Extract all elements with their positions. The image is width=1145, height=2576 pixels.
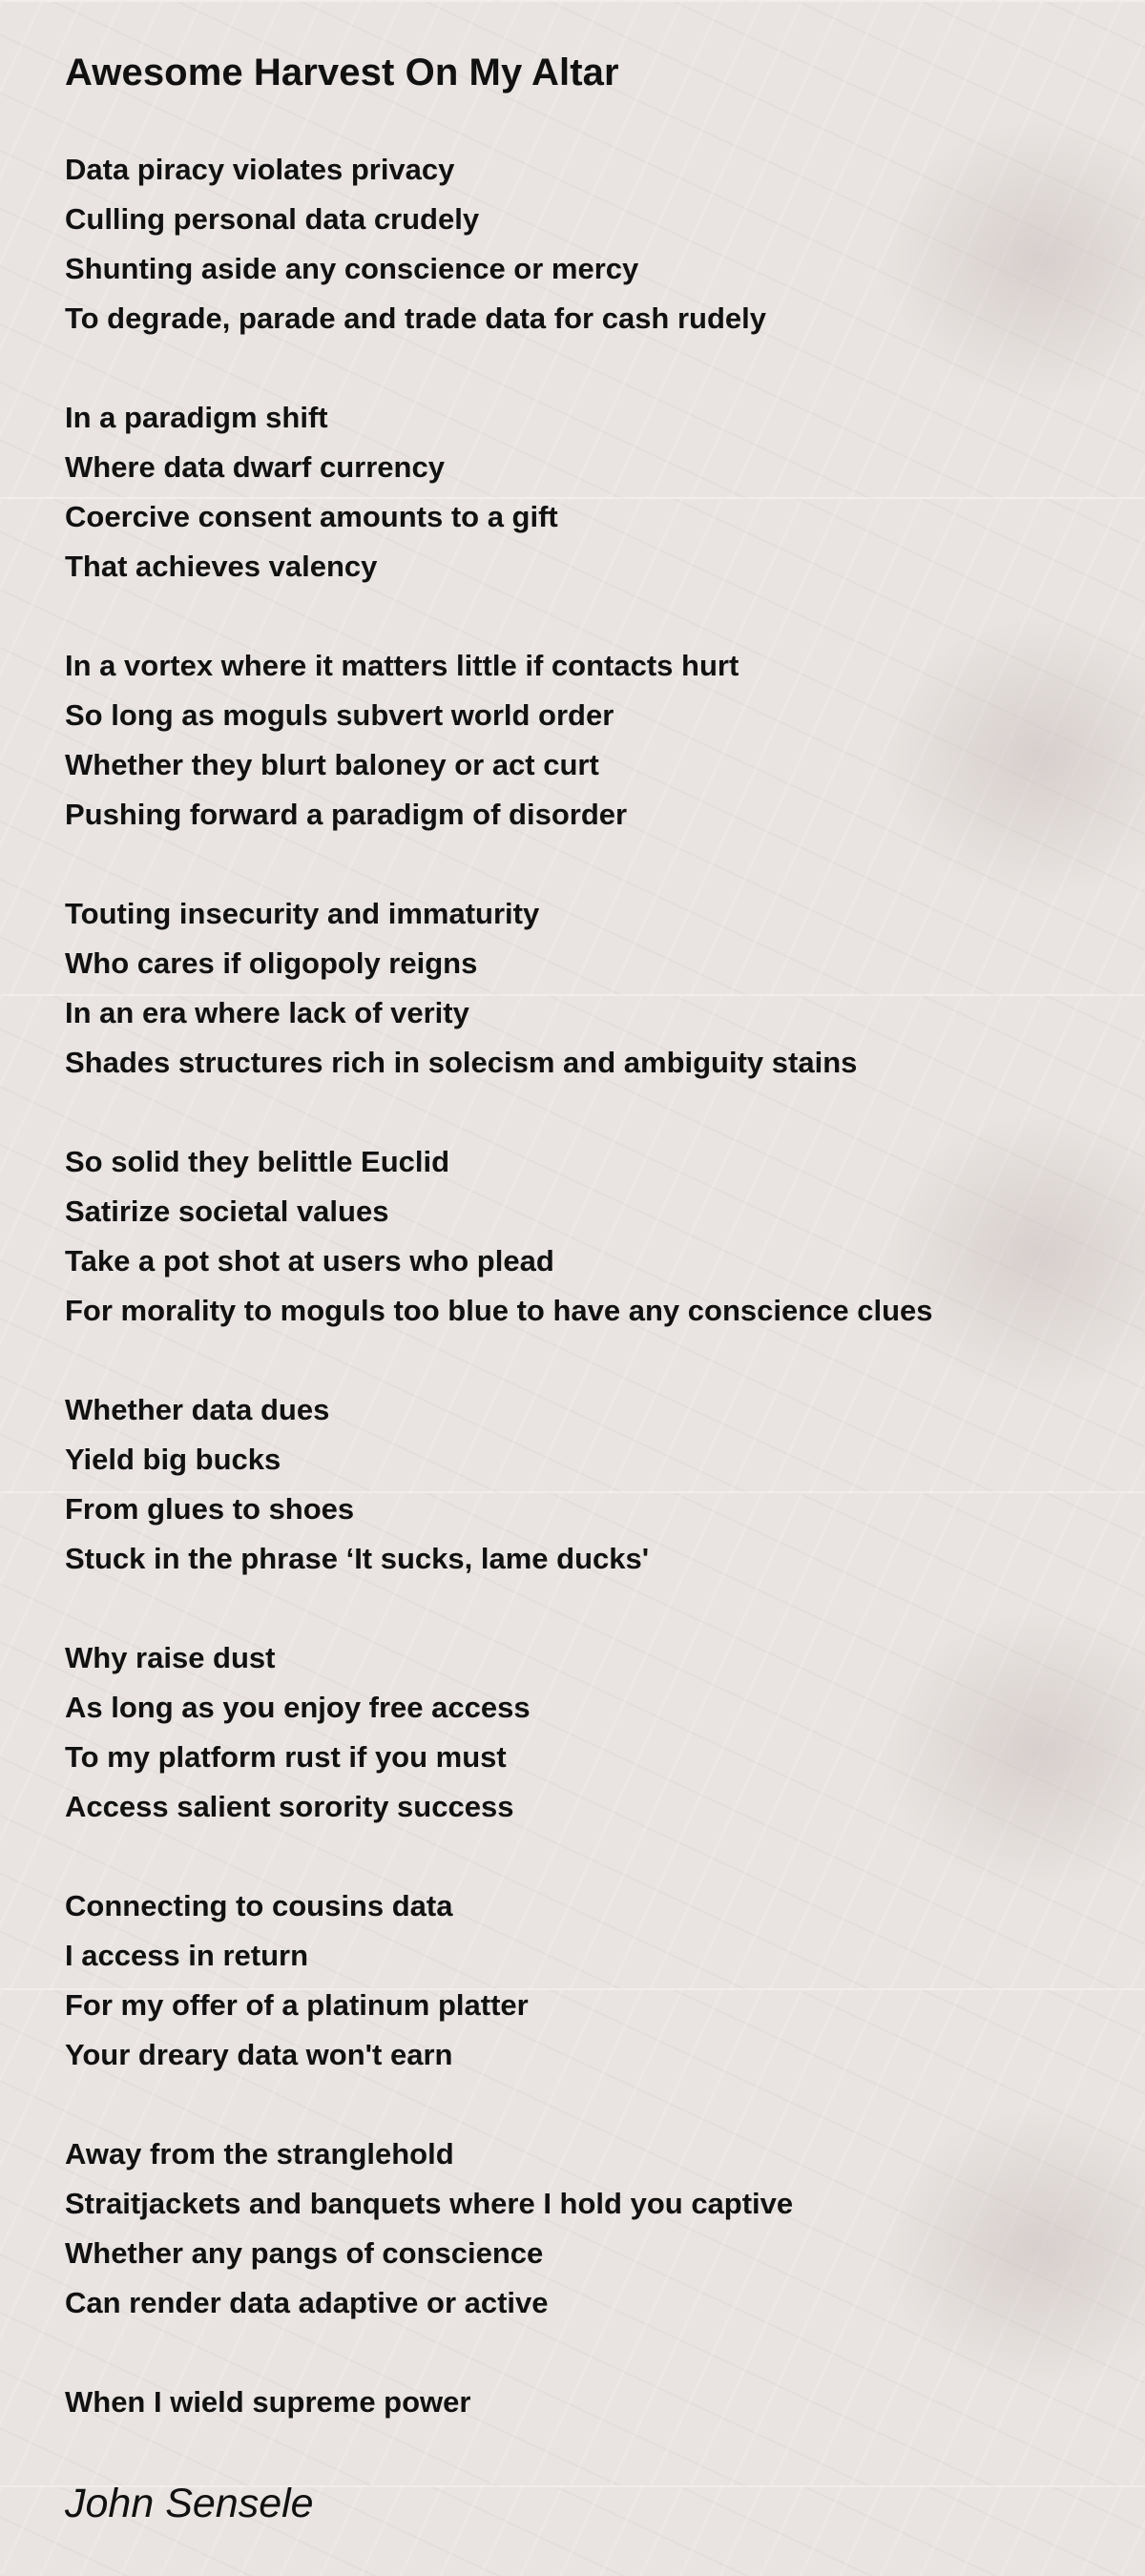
poem-title: Awesome Harvest On My Altar — [65, 52, 619, 93]
stanza — [65, 889, 933, 1088]
poem-line: Touting insecurity and immaturity — [65, 897, 540, 930]
poem-line: Straitjackets and banquets where I hold you captive — [65, 2187, 794, 2220]
poem-line: Whether data dues — [65, 1393, 330, 1426]
poem-line: Culling personal data crudely — [65, 202, 480, 236]
poem-line: To my platform rust if you must — [65, 1740, 507, 1774]
poem-body — [65, 145, 933, 2427]
poem-line: In a paradigm shift — [65, 401, 328, 434]
poem-line: Stuck in the phrase ‘It sucks, lame ducks' — [65, 1542, 650, 1575]
poem-line: For my offer of a platinum platter — [65, 1988, 529, 2022]
stanza — [65, 2378, 933, 2427]
poem-line: Satirize societal values — [65, 1195, 389, 1228]
poem-line: Shades structures rich in solecism and ambiguity stains — [65, 1046, 858, 1079]
poem-line: Whether any pangs of conscience — [65, 2236, 544, 2270]
poem-line: For morality to moguls too blue to have any conscience clues — [65, 1294, 933, 1327]
stanza — [65, 145, 933, 343]
poem-line: Take a pot shot at users who plead — [65, 1244, 554, 1278]
poem-line: So long as moguls subvert world order — [65, 698, 614, 732]
poem-line: From glues to shoes — [65, 1492, 355, 1526]
stanza — [65, 1881, 933, 2080]
poem-line: That achieves valency — [65, 550, 378, 583]
poem-line: In an era where lack of verity — [65, 996, 469, 1029]
poem-line: Whether they blurt baloney or act curt — [65, 748, 599, 781]
poem-line: In a vortex where it matters little if contacts hurt — [65, 649, 739, 682]
stanza — [65, 1633, 933, 1832]
poem-line: When I wield supreme power — [65, 2385, 471, 2419]
poem-line: Access salient sorority success — [65, 1790, 514, 1823]
poem-author: John Sensele — [65, 2481, 314, 2526]
poem-line: To degrade, parade and trade data for cash rudely — [65, 301, 767, 335]
poem-container — [65, 44, 1114, 2419]
poem-line: Your dreary data won't earn — [65, 2038, 453, 2071]
poem-line: Can render data adaptive or active — [65, 2286, 549, 2319]
stanza — [65, 1137, 933, 1336]
stanza — [65, 641, 933, 840]
stanza — [65, 1385, 933, 1584]
poem-line: As long as you enjoy free access — [65, 1691, 531, 1724]
poem-line: Connecting to cousins data — [65, 1889, 453, 1922]
poem-line: Yield big bucks — [65, 1443, 281, 1476]
poem-line: So solid they belittle Euclid — [65, 1145, 450, 1178]
poem-line: I access in return — [65, 1939, 309, 1972]
poem-line: Why raise dust — [65, 1641, 276, 1674]
poem-line: Coercive consent amounts to a gift — [65, 500, 558, 533]
poem-line: Shunting aside any conscience or mercy — [65, 252, 639, 285]
poem-line: Where data dwarf currency — [65, 450, 445, 484]
poem-line: Pushing forward a paradigm of disorder — [65, 798, 628, 831]
stanza — [65, 393, 933, 592]
poem-line: Away from the stranglehold — [65, 2137, 454, 2171]
poem-line: Data piracy violates privacy — [65, 153, 455, 186]
stanza — [65, 2129, 933, 2328]
poem-line: Who cares if oligopoly reigns — [65, 946, 478, 980]
